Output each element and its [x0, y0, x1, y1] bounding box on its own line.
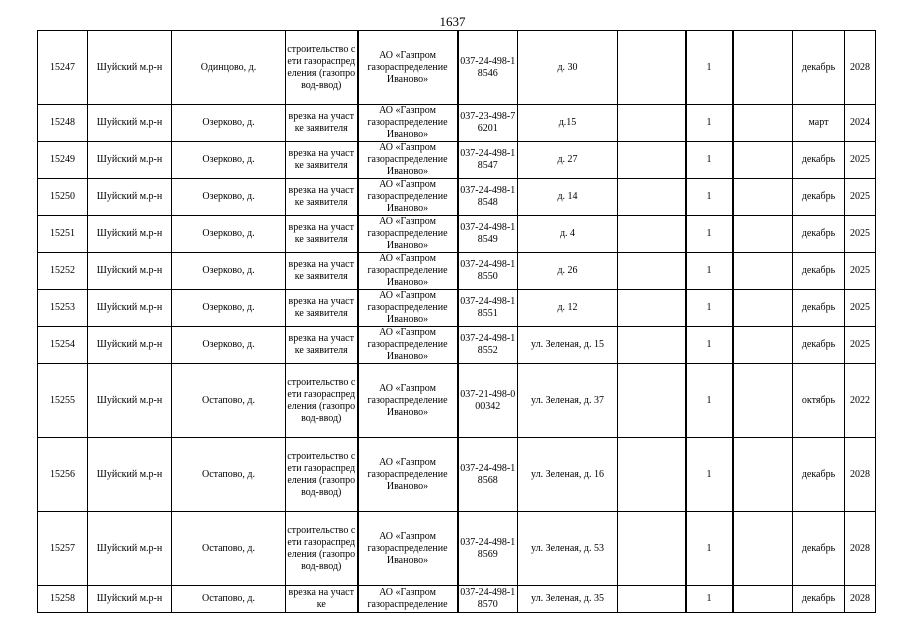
work-type-cell: врезка на участке заявителя [286, 105, 358, 142]
quantity-cell: 1 [686, 179, 733, 216]
code-cell: 037-24-498-18548 [458, 179, 518, 216]
blank-cell [618, 31, 686, 105]
table-row [38, 142, 876, 179]
organization-cell: АО «Газпром газораспределение Иваново» [358, 105, 458, 142]
organization-cell: АО «Газпром газораспределение Иваново» [358, 31, 458, 105]
address-cell: д. 14 [518, 179, 618, 216]
organization-cell: АО «Газпром газораспределение Иваново» [358, 253, 458, 290]
year-cell: 2025 [845, 327, 876, 364]
code-cell: 037-23-498-76201 [458, 105, 518, 142]
blank-cell [618, 512, 686, 586]
locality-cell: Озерково, д. [172, 179, 286, 216]
blank-cell [618, 216, 686, 253]
district-cell: Шуйский м.р-н [88, 253, 172, 290]
code-cell: 037-24-498-18551 [458, 290, 518, 327]
address-cell: ул. Зеленая, д. 16 [518, 438, 618, 512]
code-cell: 037-24-498-18552 [458, 327, 518, 364]
blank-cell [733, 179, 793, 216]
quantity-cell: 1 [686, 216, 733, 253]
row-number: 15250 [38, 179, 88, 216]
month-cell: декабрь [793, 290, 845, 327]
month-cell: декабрь [793, 253, 845, 290]
month-cell: март [793, 105, 845, 142]
blank-cell [733, 586, 793, 613]
blank-cell [733, 31, 793, 105]
locality-cell: Остапово, д. [172, 438, 286, 512]
organization-cell: АО «Газпром газораспределение Иваново» [358, 364, 458, 438]
blank-cell [733, 290, 793, 327]
work-type-cell: врезка на участке [286, 586, 358, 613]
blank-cell [618, 438, 686, 512]
work-type-cell: врезка на участке заявителя [286, 142, 358, 179]
blank-cell [618, 327, 686, 364]
work-type-cell: врезка на участке заявителя [286, 216, 358, 253]
quantity-cell: 1 [686, 438, 733, 512]
year-cell: 2025 [845, 253, 876, 290]
district-cell: Шуйский м.р-н [88, 31, 172, 105]
code-cell: 037-24-498-18550 [458, 253, 518, 290]
table-row [38, 31, 876, 105]
address-cell: д.15 [518, 105, 618, 142]
blank-cell [733, 512, 793, 586]
blank-cell [618, 253, 686, 290]
quantity-cell: 1 [686, 364, 733, 438]
row-number: 15251 [38, 216, 88, 253]
blank-cell [733, 327, 793, 364]
blank-cell [733, 364, 793, 438]
blank-cell [733, 253, 793, 290]
month-cell: декабрь [793, 438, 845, 512]
locality-cell: Остапово, д. [172, 364, 286, 438]
year-cell: 2028 [845, 438, 876, 512]
table-row [38, 438, 876, 512]
organization-cell: АО «Газпром газораспределение Иваново» [358, 142, 458, 179]
locality-cell: Озерково, д. [172, 290, 286, 327]
address-cell: д. 4 [518, 216, 618, 253]
blank-cell [618, 179, 686, 216]
organization-cell: АО «Газпром газораспределение Иваново» [358, 179, 458, 216]
month-cell: декабрь [793, 31, 845, 105]
row-number: 15252 [38, 253, 88, 290]
address-cell: ул. Зеленая, д. 53 [518, 512, 618, 586]
table-row [38, 179, 876, 216]
year-cell: 2025 [845, 216, 876, 253]
locality-cell: Озерково, д. [172, 253, 286, 290]
year-cell: 2025 [845, 142, 876, 179]
table-row [38, 105, 876, 142]
organization-cell: АО «Газпром газораспределение Иваново» [358, 327, 458, 364]
locality-cell: Озерково, д. [172, 105, 286, 142]
work-type-cell: строительство сети газораспределения (газопровод-ввод) [286, 438, 358, 512]
row-number: 15253 [38, 290, 88, 327]
code-cell: 037-24-498-18569 [458, 512, 518, 586]
work-type-cell: строительство сети газораспределения (газопровод-ввод) [286, 364, 358, 438]
work-type-cell: врезка на участке заявителя [286, 327, 358, 364]
code-cell: 037-21-498-000342 [458, 364, 518, 438]
table-row [38, 586, 876, 613]
month-cell: декабрь [793, 586, 845, 613]
quantity-cell: 1 [686, 31, 733, 105]
address-cell: д. 30 [518, 31, 618, 105]
organization-cell: АО «Газпром газораспределение [358, 586, 458, 613]
month-cell: декабрь [793, 327, 845, 364]
work-type-cell: врезка на участке заявителя [286, 290, 358, 327]
quantity-cell: 1 [686, 586, 733, 613]
code-cell: 037-24-498-18547 [458, 142, 518, 179]
locality-cell: Озерково, д. [172, 327, 286, 364]
year-cell: 2024 [845, 105, 876, 142]
blank-cell [733, 142, 793, 179]
year-cell: 2022 [845, 364, 876, 438]
code-cell: 037-24-498-18570 [458, 586, 518, 613]
work-type-cell: строительство сети газораспределения (газопровод-ввод) [286, 31, 358, 105]
year-cell: 2025 [845, 179, 876, 216]
table-row [38, 253, 876, 290]
row-number: 15247 [38, 31, 88, 105]
row-number: 15258 [38, 586, 88, 613]
quantity-cell: 1 [686, 327, 733, 364]
district-cell: Шуйский м.р-н [88, 327, 172, 364]
quantity-cell: 1 [686, 105, 733, 142]
work-type-cell: врезка на участке заявителя [286, 179, 358, 216]
work-type-cell: врезка на участке заявителя [286, 253, 358, 290]
quantity-cell: 1 [686, 290, 733, 327]
table-row [38, 290, 876, 327]
blank-cell [618, 586, 686, 613]
year-cell: 2028 [845, 586, 876, 613]
district-cell: Шуйский м.р-н [88, 142, 172, 179]
table-row [38, 216, 876, 253]
blank-cell [618, 364, 686, 438]
organization-cell: АО «Газпром газораспределение Иваново» [358, 438, 458, 512]
year-cell: 2025 [845, 290, 876, 327]
district-cell: Шуйский м.р-н [88, 586, 172, 613]
month-cell: декабрь [793, 216, 845, 253]
page-number: 1637 [439, 14, 466, 29]
blank-cell [618, 290, 686, 327]
district-cell: Шуйский м.р-н [88, 438, 172, 512]
organization-cell: АО «Газпром газораспределение Иваново» [358, 216, 458, 253]
locality-cell: Озерково, д. [172, 216, 286, 253]
district-cell: Шуйский м.р-н [88, 364, 172, 438]
row-number: 15249 [38, 142, 88, 179]
district-cell: Шуйский м.р-н [88, 216, 172, 253]
district-cell: Шуйский м.р-н [88, 105, 172, 142]
address-cell: ул. Зеленая, д. 37 [518, 364, 618, 438]
district-cell: Шуйский м.р-н [88, 512, 172, 586]
address-cell: д. 27 [518, 142, 618, 179]
year-cell: 2028 [845, 512, 876, 586]
row-number: 15254 [38, 327, 88, 364]
locality-cell: Остапово, д. [172, 586, 286, 613]
row-number: 15248 [38, 105, 88, 142]
year-cell: 2028 [845, 31, 876, 105]
quantity-cell: 1 [686, 142, 733, 179]
blank-cell [618, 105, 686, 142]
blank-cell [618, 142, 686, 179]
quantity-cell: 1 [686, 253, 733, 290]
blank-cell [733, 216, 793, 253]
organization-cell: АО «Газпром газораспределение Иваново» [358, 290, 458, 327]
code-cell: 037-24-498-18549 [458, 216, 518, 253]
organization-cell: АО «Газпром газораспределение Иваново» [358, 512, 458, 586]
work-type-cell: строительство сети газораспределения (газопровод-ввод) [286, 512, 358, 586]
row-number: 15256 [38, 438, 88, 512]
data-table [37, 30, 876, 613]
table-row [38, 364, 876, 438]
district-cell: Шуйский м.р-н [88, 179, 172, 216]
month-cell: декабрь [793, 142, 845, 179]
address-cell: ул. Зеленая, д. 15 [518, 327, 618, 364]
table-row [38, 327, 876, 364]
address-cell: д. 12 [518, 290, 618, 327]
blank-cell [733, 438, 793, 512]
month-cell: декабрь [793, 512, 845, 586]
code-cell: 037-24-498-18568 [458, 438, 518, 512]
district-cell: Шуйский м.р-н [88, 290, 172, 327]
locality-cell: Озерково, д. [172, 142, 286, 179]
row-number: 15255 [38, 364, 88, 438]
row-number: 15257 [38, 512, 88, 586]
address-cell: ул. Зеленая, д. 35 [518, 586, 618, 613]
code-cell: 037-24-498-18546 [458, 31, 518, 105]
locality-cell: Остапово, д. [172, 512, 286, 586]
locality-cell: Одинцово, д. [172, 31, 286, 105]
table-row [38, 512, 876, 586]
blank-cell [733, 105, 793, 142]
address-cell: д. 26 [518, 253, 618, 290]
month-cell: октябрь [793, 364, 845, 438]
month-cell: декабрь [793, 179, 845, 216]
quantity-cell: 1 [686, 512, 733, 586]
